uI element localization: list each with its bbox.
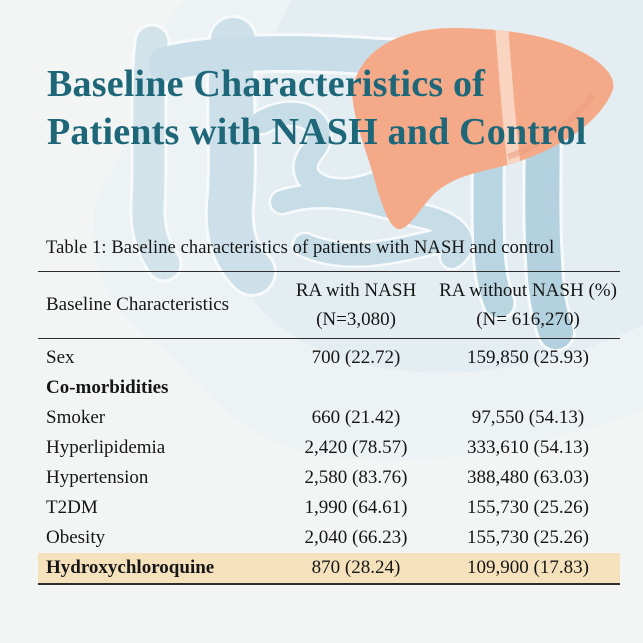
row-label: Hyperlipidemia: [46, 437, 166, 458]
control-value: 333,610 (54.13): [467, 437, 589, 458]
header-col-ra-without-nash: [436, 276, 620, 334]
control-value: 155,730 (25.26): [467, 497, 589, 518]
table-row: [38, 463, 620, 493]
header-col3-line2: (N= 616,270): [476, 309, 580, 330]
nash-value: 1,990 (64.61): [304, 497, 408, 518]
nash-value: 2,040 (66.23): [304, 527, 408, 548]
control-value: 109,900 (17.83): [467, 557, 589, 578]
table-row: [38, 373, 620, 403]
control-value: 97,550 (54.13): [471, 407, 585, 428]
table-body: [38, 339, 620, 585]
table-row: [38, 403, 620, 433]
table-row: [38, 523, 620, 553]
nash-value: 660 (21.42): [311, 407, 401, 428]
control-value: 388,480 (63.03): [467, 467, 589, 488]
control-value: 159,850 (25.93): [467, 347, 589, 368]
table-row: [38, 343, 620, 373]
header-col3-line1: RA without NASH (%): [439, 280, 617, 301]
table-row: [38, 553, 620, 583]
row-label: Obesity: [46, 527, 106, 548]
row-label: Co-morbidities: [46, 377, 169, 398]
header-col-ra-with-nash: [276, 276, 436, 334]
row-label: Smoker: [46, 407, 106, 428]
table-row: [38, 433, 620, 463]
nash-value: 700 (22.72): [311, 347, 401, 368]
header-col2-line2: (N=3,080): [316, 309, 396, 330]
header-col-baseline: Baseline Characteristics: [46, 294, 230, 315]
baseline-characteristics-table: [38, 271, 620, 585]
row-label: Sex: [46, 347, 75, 368]
table-row: [38, 493, 620, 523]
nash-value: 2,580 (83.76): [304, 467, 408, 488]
nash-value: 2,420 (78.57): [304, 437, 408, 458]
row-label: T2DM: [46, 497, 98, 518]
table-caption: Table 1: Baseline characteristics of patients with NASH and control: [46, 238, 555, 258]
control-value: 155,730 (25.26): [467, 527, 589, 548]
table-header-row: [38, 272, 620, 339]
nash-value: 870 (28.24): [311, 557, 401, 578]
title-line-1: Baseline Characteristics of: [47, 63, 486, 105]
row-label: Hypertension: [46, 467, 149, 488]
page-title: [47, 60, 607, 156]
row-label: Hydroxychloroquine: [46, 557, 215, 578]
header-col2-line1: RA with NASH: [295, 280, 417, 301]
title-line-2: Patients with NASH and Control: [47, 111, 587, 153]
